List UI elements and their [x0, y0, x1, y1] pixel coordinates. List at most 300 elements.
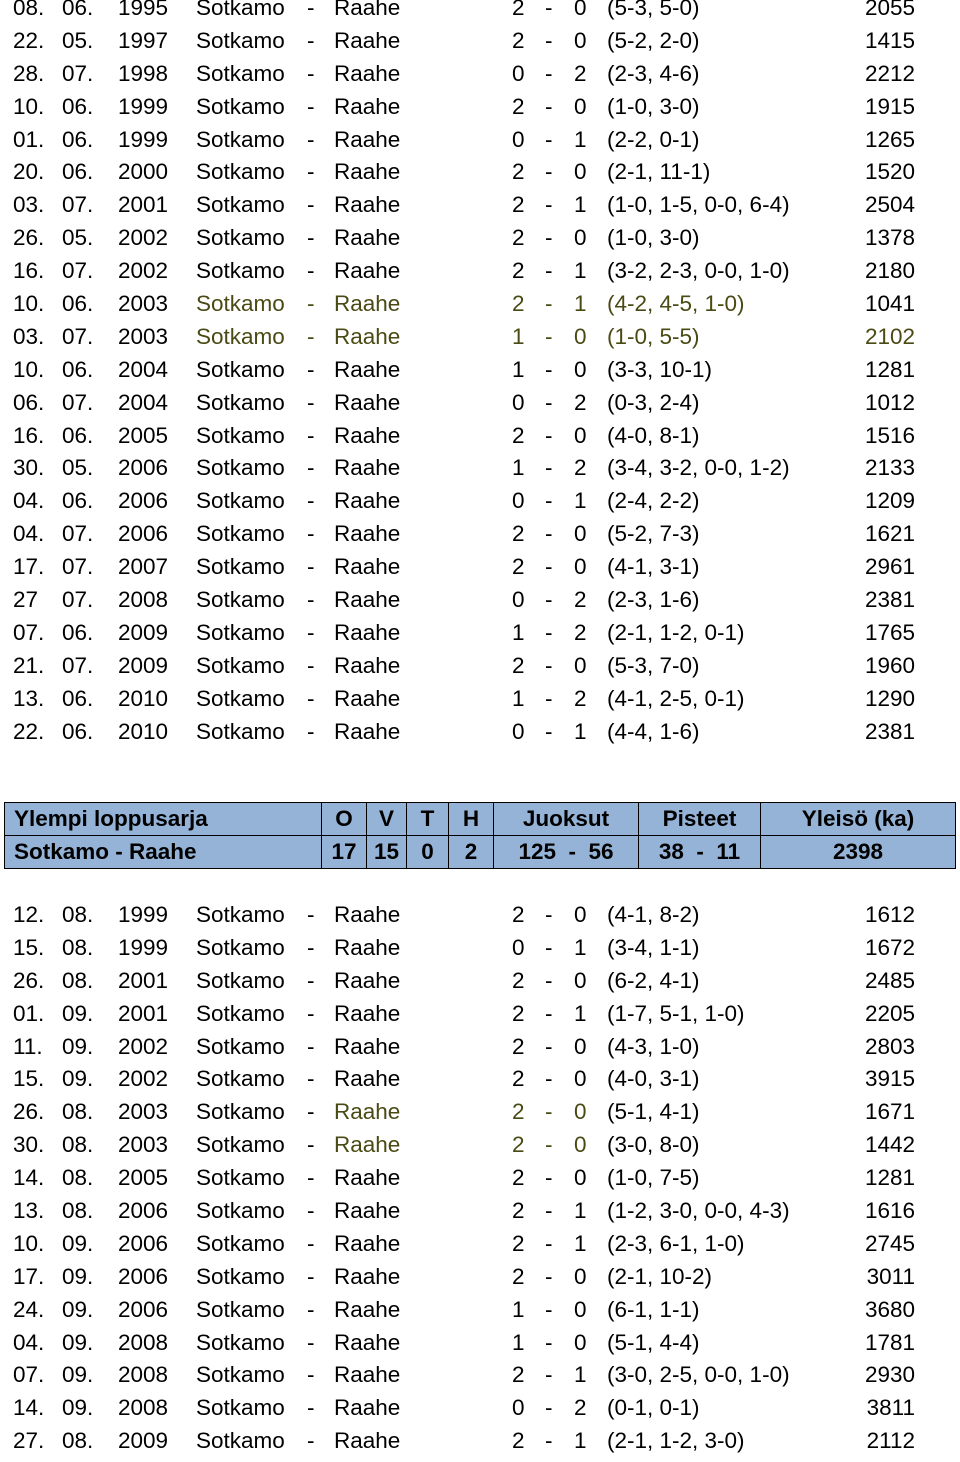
row-score-separator: - — [545, 1263, 553, 1289]
row-away-team: Raahe — [334, 455, 401, 481]
row-score-home: 2 — [512, 1000, 525, 1026]
row-away-team: Raahe — [334, 291, 401, 317]
row-month: 06. — [62, 356, 94, 382]
row-score-away: 1 — [574, 126, 587, 152]
summary-h: 2 — [449, 836, 494, 869]
row-month: 07. — [62, 554, 94, 580]
row-score-separator: - — [545, 619, 553, 645]
row-score-home: 2 — [512, 902, 525, 927]
row-home-team: Sotkamo — [196, 356, 285, 382]
row-year: 2001 — [118, 1000, 169, 1026]
summary-data-row — [5, 836, 956, 869]
row-away-team: Raahe — [334, 619, 401, 645]
row-team-separator: - — [307, 389, 315, 415]
row-period-scores: (4-1, 3-1) — [607, 554, 700, 580]
row-score-away: 0 — [574, 1066, 587, 1092]
row-year: 2001 — [118, 967, 169, 993]
row-score-home: 0 — [512, 587, 525, 613]
row-month: 09. — [62, 1033, 94, 1059]
row-day: 22. — [13, 718, 45, 744]
row-month: 06. — [62, 291, 94, 317]
row-attendance: 1520 — [864, 159, 915, 185]
row-away-team: Raahe — [334, 718, 401, 744]
row-year: 2006 — [118, 521, 169, 547]
row-home-team: Sotkamo — [196, 587, 285, 613]
result-row — [0, 29, 960, 62]
row-year: 1999 — [118, 902, 169, 927]
row-month: 06. — [62, 159, 94, 185]
row-score-away: 0 — [574, 323, 587, 349]
row-score-away: 2 — [574, 60, 587, 86]
row-home-team: Sotkamo — [196, 652, 285, 678]
row-score-home: 2 — [512, 27, 525, 53]
result-row — [0, 1429, 960, 1462]
row-year: 2006 — [118, 1296, 169, 1322]
row-score-away: 1 — [574, 1230, 587, 1256]
row-day: 11. — [13, 1033, 43, 1059]
row-period-scores: (5-2, 7-3) — [607, 521, 700, 547]
row-score-separator: - — [545, 323, 553, 349]
result-row — [0, 489, 960, 522]
row-away-team: Raahe — [334, 554, 401, 580]
row-attendance: 3811 — [866, 1395, 915, 1421]
row-score-separator: - — [545, 93, 553, 119]
row-score-home: 2 — [512, 1198, 525, 1224]
row-attendance: 1281 — [864, 1165, 915, 1191]
row-home-team: Sotkamo — [196, 967, 285, 993]
row-away-team: Raahe — [334, 389, 401, 415]
row-score-away: 1 — [574, 1362, 587, 1388]
row-period-scores: (3-0, 2-5, 0-0, 1-0) — [607, 1362, 790, 1388]
row-score-home: 2 — [512, 1033, 525, 1059]
row-score-separator: - — [545, 1033, 553, 1059]
row-attendance: 1672 — [864, 934, 915, 960]
row-month: 06. — [62, 488, 94, 514]
row-period-scores: (4-0, 3-1) — [607, 1066, 700, 1092]
row-away-team: Raahe — [334, 967, 401, 993]
row-year: 2002 — [118, 258, 169, 284]
row-score-away: 0 — [574, 93, 587, 119]
row-year: 2010 — [118, 685, 169, 711]
row-home-team: Sotkamo — [196, 455, 285, 481]
row-team-separator: - — [307, 554, 315, 580]
row-day: 04. — [13, 521, 45, 547]
result-row — [0, 654, 960, 687]
row-day: 12. — [13, 902, 45, 927]
row-score-away: 2 — [574, 389, 587, 415]
row-month: 05. — [62, 27, 94, 53]
row-attendance: 1265 — [864, 126, 915, 152]
row-home-team: Sotkamo — [196, 389, 285, 415]
result-row — [0, 1199, 960, 1232]
row-month: 07. — [62, 60, 94, 86]
row-away-team: Raahe — [334, 1329, 401, 1355]
row-away-team: Raahe — [334, 1198, 401, 1224]
row-score-away: 0 — [574, 902, 587, 927]
row-year: 2004 — [118, 356, 169, 382]
row-attendance: 2381 — [864, 718, 915, 744]
row-score-separator: - — [545, 0, 553, 20]
row-home-team: Sotkamo — [196, 1395, 285, 1421]
row-score-separator: - — [545, 291, 553, 317]
row-score-home: 2 — [512, 422, 525, 448]
row-team-separator: - — [307, 587, 315, 613]
result-row — [0, 292, 960, 325]
result-row — [0, 1166, 960, 1199]
row-away-team: Raahe — [334, 1132, 401, 1158]
row-attendance: 1209 — [864, 488, 915, 514]
row-period-scores: (4-1, 8-2) — [607, 902, 700, 927]
row-day: 20. — [13, 159, 45, 185]
summary-header-v: V — [367, 803, 407, 836]
row-score-away: 1 — [574, 1000, 587, 1026]
row-year: 2008 — [118, 1362, 169, 1388]
row-team-separator: - — [307, 1033, 315, 1059]
row-score-home: 1 — [512, 1296, 525, 1322]
row-away-team: Raahe — [334, 422, 401, 448]
row-away-team: Raahe — [334, 1296, 401, 1322]
row-month: 07. — [62, 192, 94, 218]
row-score-separator: - — [545, 1395, 553, 1421]
row-team-separator: - — [307, 685, 315, 711]
row-team-separator: - — [307, 521, 315, 547]
row-attendance: 2055 — [864, 0, 915, 20]
row-month: 06. — [62, 0, 94, 20]
row-attendance: 1378 — [864, 225, 915, 251]
row-home-team: Sotkamo — [196, 1263, 285, 1289]
row-score-home: 2 — [512, 225, 525, 251]
row-away-team: Raahe — [334, 356, 401, 382]
row-year: 2008 — [118, 1395, 169, 1421]
row-attendance: 2381 — [864, 587, 915, 613]
row-score-away: 0 — [574, 967, 587, 993]
row-day: 16. — [13, 422, 45, 448]
result-row — [0, 969, 960, 1002]
row-away-team: Raahe — [334, 1165, 401, 1191]
result-row — [0, 1396, 960, 1429]
row-home-team: Sotkamo — [196, 685, 285, 711]
result-row — [0, 720, 960, 753]
row-day: 15. — [13, 934, 45, 960]
row-year: 2002 — [118, 1066, 169, 1092]
row-year: 2001 — [118, 192, 169, 218]
row-team-separator: - — [307, 422, 315, 448]
row-score-separator: - — [545, 934, 553, 960]
row-score-away: 1 — [574, 1428, 587, 1454]
row-away-team: Raahe — [334, 488, 401, 514]
row-away-team: Raahe — [334, 60, 401, 86]
row-period-scores: (5-1, 4-4) — [607, 1329, 700, 1355]
row-year: 2006 — [118, 488, 169, 514]
row-away-team: Raahe — [334, 652, 401, 678]
row-away-team: Raahe — [334, 1230, 401, 1256]
row-away-team: Raahe — [334, 1263, 401, 1289]
row-month: 08. — [62, 934, 94, 960]
row-month: 08. — [62, 1198, 94, 1224]
row-day: 10. — [13, 291, 45, 317]
row-period-scores: (4-1, 2-5, 0-1) — [607, 685, 745, 711]
row-team-separator: - — [307, 356, 315, 382]
row-score-separator: - — [545, 902, 553, 927]
row-score-away: 0 — [574, 1165, 587, 1191]
row-period-scores: (2-3, 4-6) — [607, 60, 700, 86]
row-score-separator: - — [545, 27, 553, 53]
row-home-team: Sotkamo — [196, 159, 285, 185]
row-period-scores: (2-3, 6-1, 1-0) — [607, 1230, 745, 1256]
row-day: 26. — [13, 967, 45, 993]
row-score-away: 2 — [574, 619, 587, 645]
row-team-separator: - — [307, 225, 315, 251]
row-month: 07. — [62, 652, 94, 678]
row-away-team: Raahe — [334, 1428, 401, 1454]
row-score-separator: - — [545, 1132, 553, 1158]
row-month: 08. — [62, 1165, 94, 1191]
row-month: 09. — [62, 1362, 94, 1388]
summary-header-runs: Juoksut — [494, 803, 639, 836]
row-month: 07. — [62, 389, 94, 415]
row-period-scores: (3-4, 1-1) — [607, 934, 700, 960]
row-away-team: Raahe — [334, 685, 401, 711]
row-period-scores: (0-3, 2-4) — [607, 389, 700, 415]
row-score-separator: - — [545, 258, 553, 284]
row-attendance: 2803 — [864, 1033, 915, 1059]
row-day: 03. — [13, 192, 45, 218]
row-day: 28. — [13, 60, 45, 86]
row-score-separator: - — [545, 1099, 553, 1125]
row-score-away: 1 — [574, 488, 587, 514]
row-period-scores: (5-3, 7-0) — [607, 652, 700, 678]
result-row — [0, 1002, 960, 1035]
summary-t: 0 — [407, 836, 449, 869]
row-attendance: 3011 — [866, 1263, 915, 1289]
row-attendance: 1616 — [864, 1198, 915, 1224]
row-month: 08. — [62, 1099, 94, 1125]
row-away-team: Raahe — [334, 27, 401, 53]
result-row — [0, 1133, 960, 1166]
row-home-team: Sotkamo — [196, 1099, 285, 1125]
row-team-separator: - — [307, 1066, 315, 1092]
row-month: 06. — [62, 93, 94, 119]
row-year: 2008 — [118, 587, 169, 613]
row-attendance: 3915 — [864, 1066, 915, 1092]
row-period-scores: (3-3, 10-1) — [607, 356, 713, 382]
row-day: 04. — [13, 1329, 45, 1355]
row-day: 13. — [13, 685, 45, 711]
row-home-team: Sotkamo — [196, 619, 285, 645]
row-away-team: Raahe — [334, 902, 401, 927]
result-row — [0, 62, 960, 95]
row-score-home: 2 — [512, 192, 525, 218]
row-score-away: 0 — [574, 27, 587, 53]
row-period-scores: (3-4, 3-2, 0-0, 1-2) — [607, 455, 790, 481]
row-day: 14. — [13, 1395, 45, 1421]
result-row — [0, 128, 960, 161]
row-month: 07. — [62, 258, 94, 284]
row-year: 2000 — [118, 159, 169, 185]
row-score-separator: - — [545, 718, 553, 744]
result-row — [0, 555, 960, 588]
row-team-separator: - — [307, 902, 315, 927]
result-row — [0, 1100, 960, 1133]
row-team-separator: - — [307, 1132, 315, 1158]
row-day: 10. — [13, 356, 45, 382]
row-year: 2007 — [118, 554, 169, 580]
result-row — [0, 936, 960, 969]
row-day: 10. — [13, 1230, 45, 1256]
row-day: 30. — [13, 455, 45, 481]
result-row — [0, 193, 960, 226]
row-score-separator: - — [545, 685, 553, 711]
row-score-separator: - — [545, 1428, 553, 1454]
row-period-scores: (5-1, 4-1) — [607, 1099, 700, 1125]
row-home-team: Sotkamo — [196, 1296, 285, 1322]
row-home-team: Sotkamo — [196, 93, 285, 119]
row-score-home: 2 — [512, 1230, 525, 1256]
row-period-scores: (1-7, 5-1, 1-0) — [607, 1000, 745, 1026]
row-attendance: 2930 — [864, 1362, 915, 1388]
row-score-separator: - — [545, 126, 553, 152]
row-day: 26. — [13, 225, 45, 251]
row-score-away: 0 — [574, 1296, 587, 1322]
row-month: 08. — [62, 902, 94, 927]
row-score-away: 2 — [574, 1395, 587, 1421]
row-year: 2009 — [118, 619, 169, 645]
row-attendance: 1915 — [864, 93, 915, 119]
row-attendance: 2961 — [864, 554, 915, 580]
summary-header-row — [5, 803, 956, 836]
summary-table — [4, 802, 956, 869]
row-period-scores: (6-1, 1-1) — [607, 1296, 700, 1322]
row-score-away: 0 — [574, 1033, 587, 1059]
row-score-home: 0 — [512, 60, 525, 86]
row-home-team: Sotkamo — [196, 934, 285, 960]
row-year: 2006 — [118, 1198, 169, 1224]
row-day: 01. — [13, 126, 45, 152]
row-year: 2009 — [118, 1428, 169, 1454]
row-year: 2003 — [118, 323, 169, 349]
row-score-separator: - — [545, 159, 553, 185]
row-score-home: 2 — [512, 1428, 525, 1454]
row-day: 07. — [13, 1362, 45, 1388]
row-team-separator: - — [307, 1000, 315, 1026]
row-attendance: 1781 — [864, 1329, 915, 1355]
row-year: 1998 — [118, 60, 169, 86]
row-team-separator: - — [307, 455, 315, 481]
row-month: 09. — [62, 1230, 94, 1256]
row-team-separator: - — [307, 291, 315, 317]
row-home-team: Sotkamo — [196, 1132, 285, 1158]
row-score-away: 0 — [574, 356, 587, 382]
row-away-team: Raahe — [334, 1362, 401, 1388]
row-score-home: 2 — [512, 652, 525, 678]
row-attendance: 3680 — [864, 1296, 915, 1322]
row-score-home: 0 — [512, 389, 525, 415]
row-score-away: 0 — [574, 159, 587, 185]
row-score-separator: - — [545, 225, 553, 251]
row-day: 13. — [13, 1198, 45, 1224]
row-year: 2006 — [118, 1263, 169, 1289]
row-score-home: 1 — [512, 323, 525, 349]
row-home-team: Sotkamo — [196, 225, 285, 251]
row-score-away: 0 — [574, 225, 587, 251]
row-team-separator: - — [307, 93, 315, 119]
row-year: 2005 — [118, 1165, 169, 1191]
row-home-team: Sotkamo — [196, 192, 285, 218]
row-score-separator: - — [545, 60, 553, 86]
row-team-separator: - — [307, 60, 315, 86]
row-away-team: Raahe — [334, 1066, 401, 1092]
result-row — [0, 259, 960, 292]
row-away-team: Raahe — [334, 93, 401, 119]
row-away-team: Raahe — [334, 1395, 401, 1421]
row-month: 08. — [62, 1428, 94, 1454]
row-period-scores: (3-0, 8-0) — [607, 1132, 700, 1158]
row-day: 27. — [13, 1428, 45, 1454]
result-row — [0, 687, 960, 720]
row-year: 2002 — [118, 1033, 169, 1059]
row-home-team: Sotkamo — [196, 718, 285, 744]
row-score-home: 2 — [512, 554, 525, 580]
row-team-separator: - — [307, 1329, 315, 1355]
result-row — [0, 588, 960, 621]
result-row — [0, 1331, 960, 1364]
row-score-away: 0 — [574, 0, 587, 20]
row-period-scores: (2-2, 0-1) — [607, 126, 700, 152]
result-row — [0, 456, 960, 489]
row-score-away: 2 — [574, 587, 587, 613]
row-attendance: 1041 — [864, 291, 915, 317]
summary-header-t: T — [407, 803, 449, 836]
row-score-separator: - — [545, 356, 553, 382]
row-score-home: 2 — [512, 967, 525, 993]
row-score-home: 0 — [512, 1395, 525, 1421]
row-score-home: 2 — [512, 0, 525, 20]
row-team-separator: - — [307, 323, 315, 349]
row-year: 1999 — [118, 93, 169, 119]
row-year: 2004 — [118, 389, 169, 415]
row-score-home: 1 — [512, 1329, 525, 1355]
row-period-scores: (4-4, 1-6) — [607, 718, 700, 744]
row-score-separator: - — [545, 1000, 553, 1026]
row-home-team: Sotkamo — [196, 554, 285, 580]
row-away-team: Raahe — [334, 1033, 401, 1059]
row-year: 2003 — [118, 291, 169, 317]
row-away-team: Raahe — [334, 934, 401, 960]
row-day: 26. — [13, 1099, 45, 1125]
row-score-home: 2 — [512, 1132, 525, 1158]
row-attendance: 2102 — [864, 323, 915, 349]
row-month: 08. — [62, 967, 94, 993]
summary-header-stage: Ylempi loppusarja — [5, 803, 322, 836]
row-score-away: 0 — [574, 1329, 587, 1355]
row-day: 17. — [13, 1263, 45, 1289]
result-row — [0, 1363, 960, 1396]
row-day: 21. — [13, 652, 45, 678]
row-score-home: 0 — [512, 934, 525, 960]
row-day: 22. — [13, 27, 45, 53]
row-team-separator: - — [307, 27, 315, 53]
row-year: 2005 — [118, 422, 169, 448]
row-period-scores: (0-1, 0-1) — [607, 1395, 700, 1421]
row-score-away: 0 — [574, 422, 587, 448]
row-team-separator: - — [307, 1263, 315, 1289]
row-year: 1999 — [118, 934, 169, 960]
summary-o: 17 — [322, 836, 367, 869]
row-score-home: 2 — [512, 1099, 525, 1125]
row-day: 14. — [13, 1165, 45, 1191]
row-team-separator: - — [307, 619, 315, 645]
row-day: 15. — [13, 1066, 45, 1092]
